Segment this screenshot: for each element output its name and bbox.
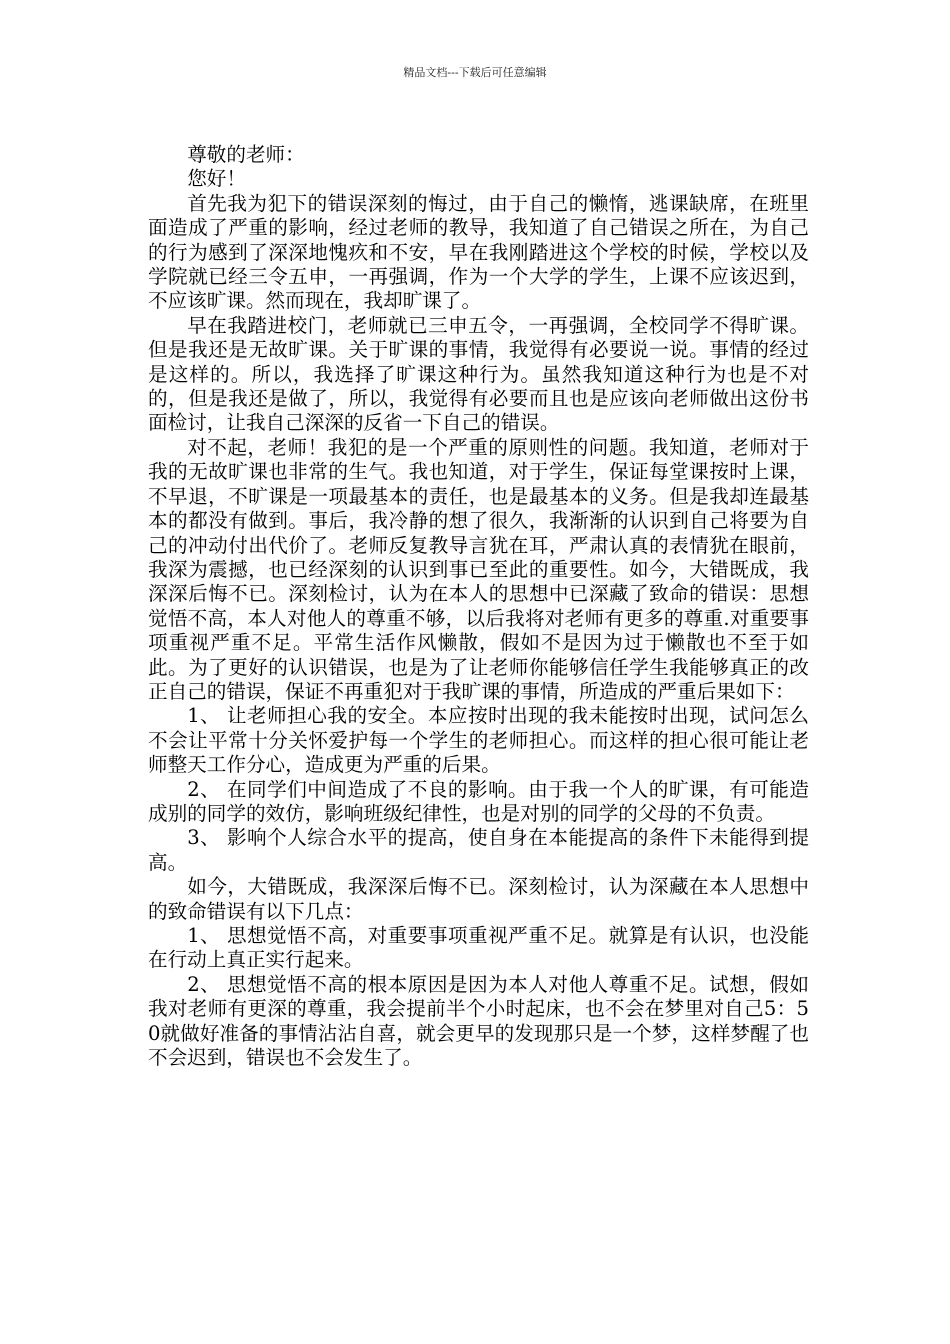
- paragraph: 如今，大错既成，我深深后悔不已。深刻检讨，认为深藏在本人思想中的致命错误有以下几点：: [148, 875, 809, 923]
- document-body: [148, 143, 809, 1070]
- paragraph: 早在我踏进校门，老师就已三申五令，一再强调，全校同学不得旷课。但是我还是无故旷课。关于旷课的事情，我觉得有必要说一说。事情的经过是这样的。所以，我选择了旷课这种行为。虽然我知道这种行为也是不对的，但是我还是做了，所以，我觉得有必要而且也是应该向老师做出这份书面检讨，让我自己深深的反省一下自己的错误。: [148, 313, 809, 435]
- page-header: 精品文档---下载后可任意编辑: [403, 66, 547, 79]
- salutation: 尊敬的老师：: [187, 143, 305, 166]
- list-item: 2、 在同学们中间造成了不良的影响。由于我一个人的旷课，有可能造成别的同学的效仿，影响班级纪律性，也是对别的同学的父母的不负责。: [148, 777, 809, 825]
- list-item: 3、 影响个人综合水平的提高，使自身在本能提高的条件下未能得到提高。: [148, 826, 809, 874]
- list-item: 1、 让老师担心我的安全。本应按时出现的我未能按时出现，试问怎么不会让平常十分关怀爱护每一个学生的老师担心。而这样的担心很可能让老师整天工作分心，造成更为严重的后果。: [148, 704, 809, 777]
- paragraph: 对不起，老师！我犯的是一个严重的原则性的问题。我知道，老师对于我的无故旷课也非常的生气。我也知道，对于学生，保证每堂课按时上课，不早退，不旷课是一项最基本的责任，也是最基本的义务。但是我却连最基本的都没有做到。事后，我冷静的想了很久，我渐渐的认识到自己将要为自己的冲动付出代价了。老师反复教导言犹在耳，严肃认真的表情犹在眼前，我深为震撼，也已经深刻的认识到事已至此的重要性。如今，大错既成，我深深后悔不已。深刻检讨，认为在本人的思想中已深藏了致命的错误：思想觉悟不高，本人对他人的尊重不够，以后我将对老师有更多的尊重.对重要事项重视严重不足。平常生活作风懒散，假如不是因为过于懒散也不至于如此。为了更好的认识错误，也是为了让老师你能够信任学生我能够真正的改正自己的错误，保证不再重犯对于我旷课的事情，所造成的严重后果如下：: [148, 435, 809, 703]
- greeting: 您好！: [187, 167, 246, 191]
- paragraph: 首先我为犯下的错误深刻的悔过，由于自己的懒惰，逃课缺席，在班里面造成了严重的影响，经过老师的教导，我知道了自己错误之所在，为自己的行为感到了深深地愧疚和不安，早在我刚踏进这个学校的时候，学校以及学院就已经三令五申，一再强调，作为一个大学的学生，上课不应该迟到，不应该旷课。然而现在，我却旷课了。: [148, 191, 809, 313]
- list-item: 1、 思想觉悟不高，对重要事项重视严重不足。就算是有认识，也没能在行动上真正实行起来。: [148, 924, 809, 972]
- list-item: 2、 思想觉悟不高的根本原因是因为本人对他人尊重不足。试想，假如我对老师有更深的尊重，我会提前半个小时起床，也不会在梦里对自己5：50就做好准备的事情沾沾自喜，就会更早的发现那只是一个梦，这样梦醒了也不会迟到，错误也不会发生了。: [148, 972, 809, 1070]
